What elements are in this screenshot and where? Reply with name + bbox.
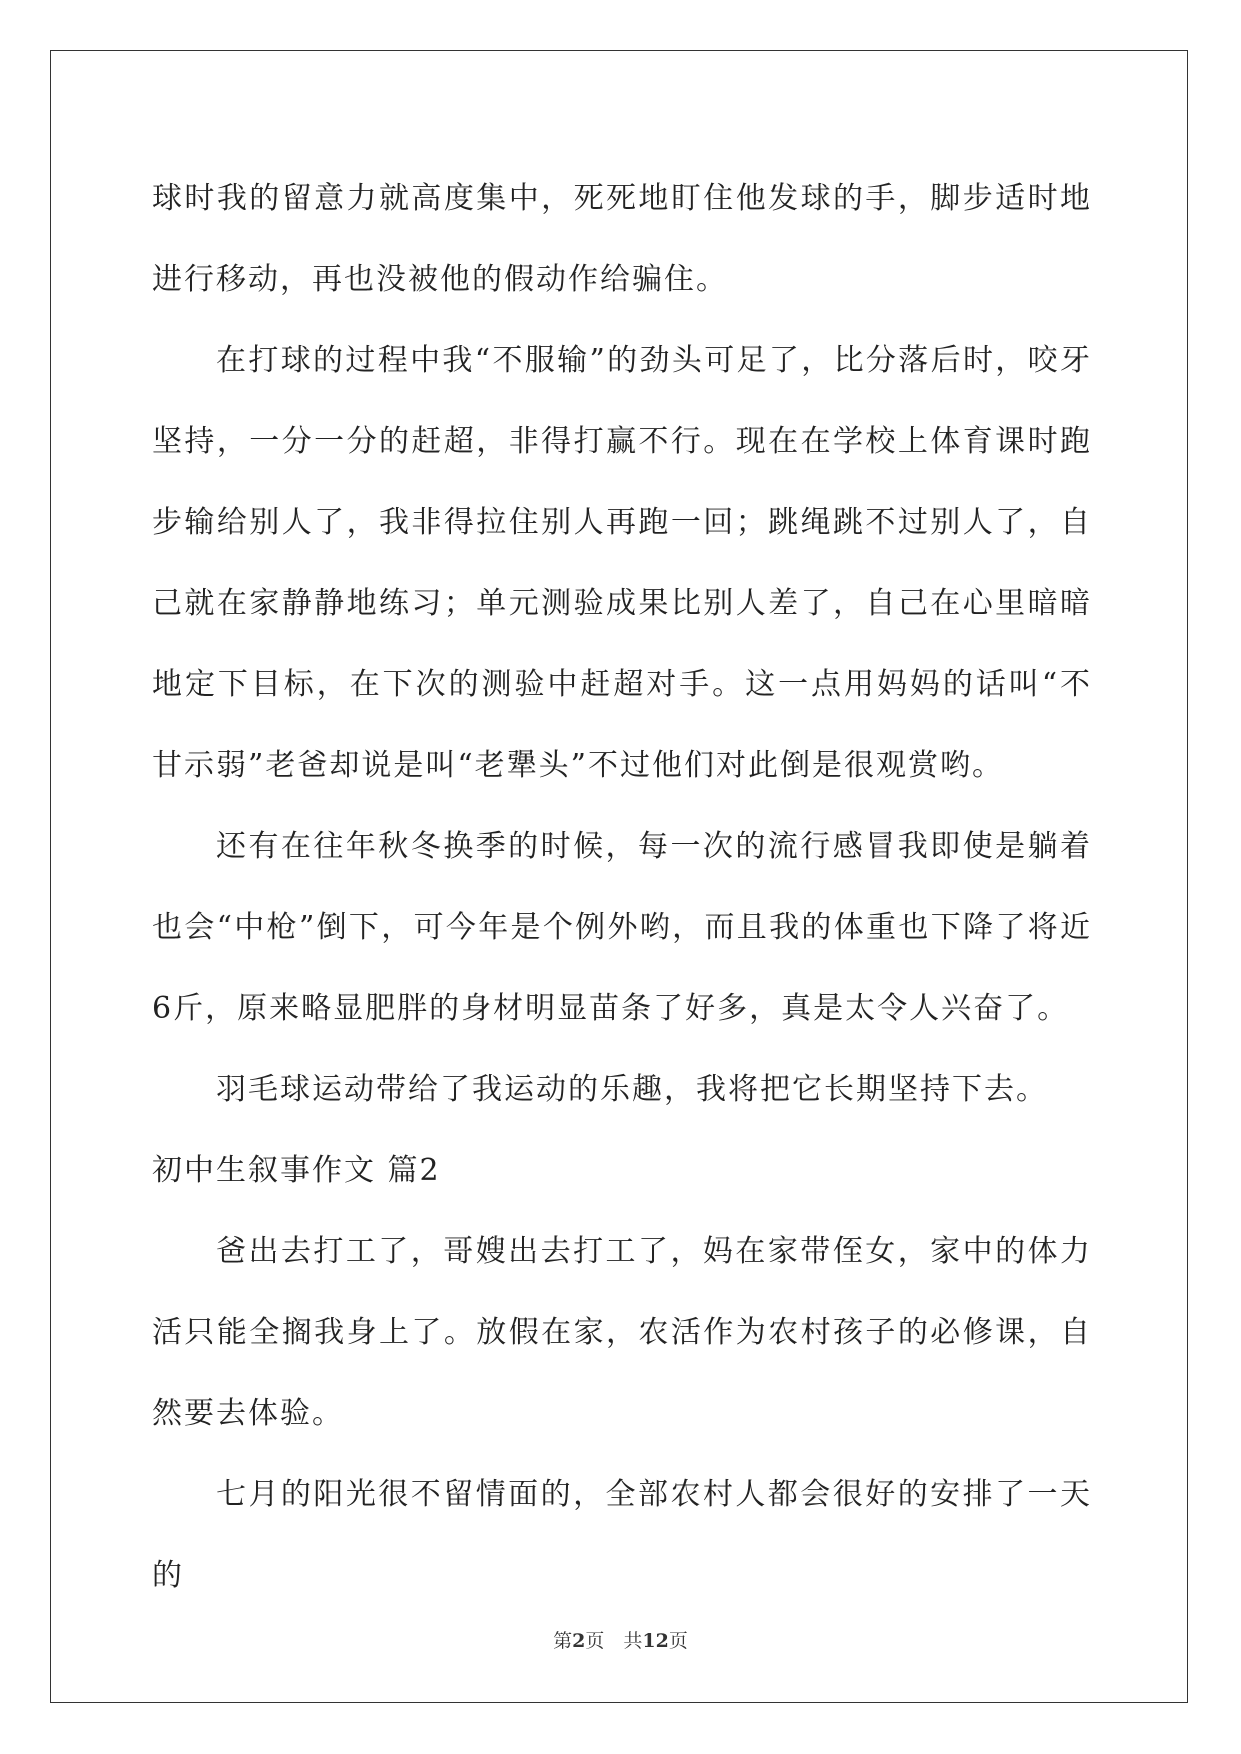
- paragraph-6: 七月的阳光很不留情面的，全部农村人都会很好的安排了一天的: [152, 1477, 1092, 1593]
- paragraph-2: 在打球的过程中我“不服输”的劲头可足了，比分落后时，咬牙坚持，一分一分的赶超，非得打赢不行。现在在学校上体育课时跑步输给别人了，我非得拉住别人再跑一回；跳绳跳不过别人了，自己就在家静静地练习；单元测验成果比别人差了，自己在心里暗暗地定下目标，在下次的测验中赶超对手。这一点用妈妈的话叫“不甘示弱”老爸却说是叫“老犟头”不过他们对此倒是很观赏哟。: [152, 343, 1092, 783]
- section-heading: 初中生叙事作文 篇2: [152, 1153, 441, 1188]
- current-page-number: 2: [572, 1630, 586, 1652]
- footer-mid: 页 共: [585, 1630, 643, 1652]
- total-pages-number: 12: [642, 1630, 669, 1652]
- paragraph-4: 羽毛球运动带给了我运动的乐趣，我将把它长期坚持下去。: [216, 1072, 1048, 1107]
- document-body: [152, 158, 1092, 1616]
- paragraph-1: 球时我的留意力就高度集中，死死地盯住他发球的手，脚步适时地进行移动，再也没被他的假动作给骗住。: [152, 181, 1092, 297]
- paragraph-3: 还有在往年秋冬换季的时候，每一次的流行感冒我即使是躺着也会“中枪”倒下，可今年是个例外哟，而且我的体重也下降了将近6斤，原来略显肥胖的身材明显苗条了好多，真是太令人兴奋了。: [152, 829, 1092, 1026]
- page-footer: [0, 1626, 1241, 1653]
- footer-suffix: 页: [668, 1630, 688, 1652]
- paragraph-5: 爸出去打工了，哥嫂出去打工了，妈在家带侄女，家中的体力活只能全搁我身上了。放假在家，农活作为农村孩子的必修课，自然要去体验。: [152, 1234, 1092, 1431]
- footer-prefix: 第: [553, 1630, 573, 1652]
